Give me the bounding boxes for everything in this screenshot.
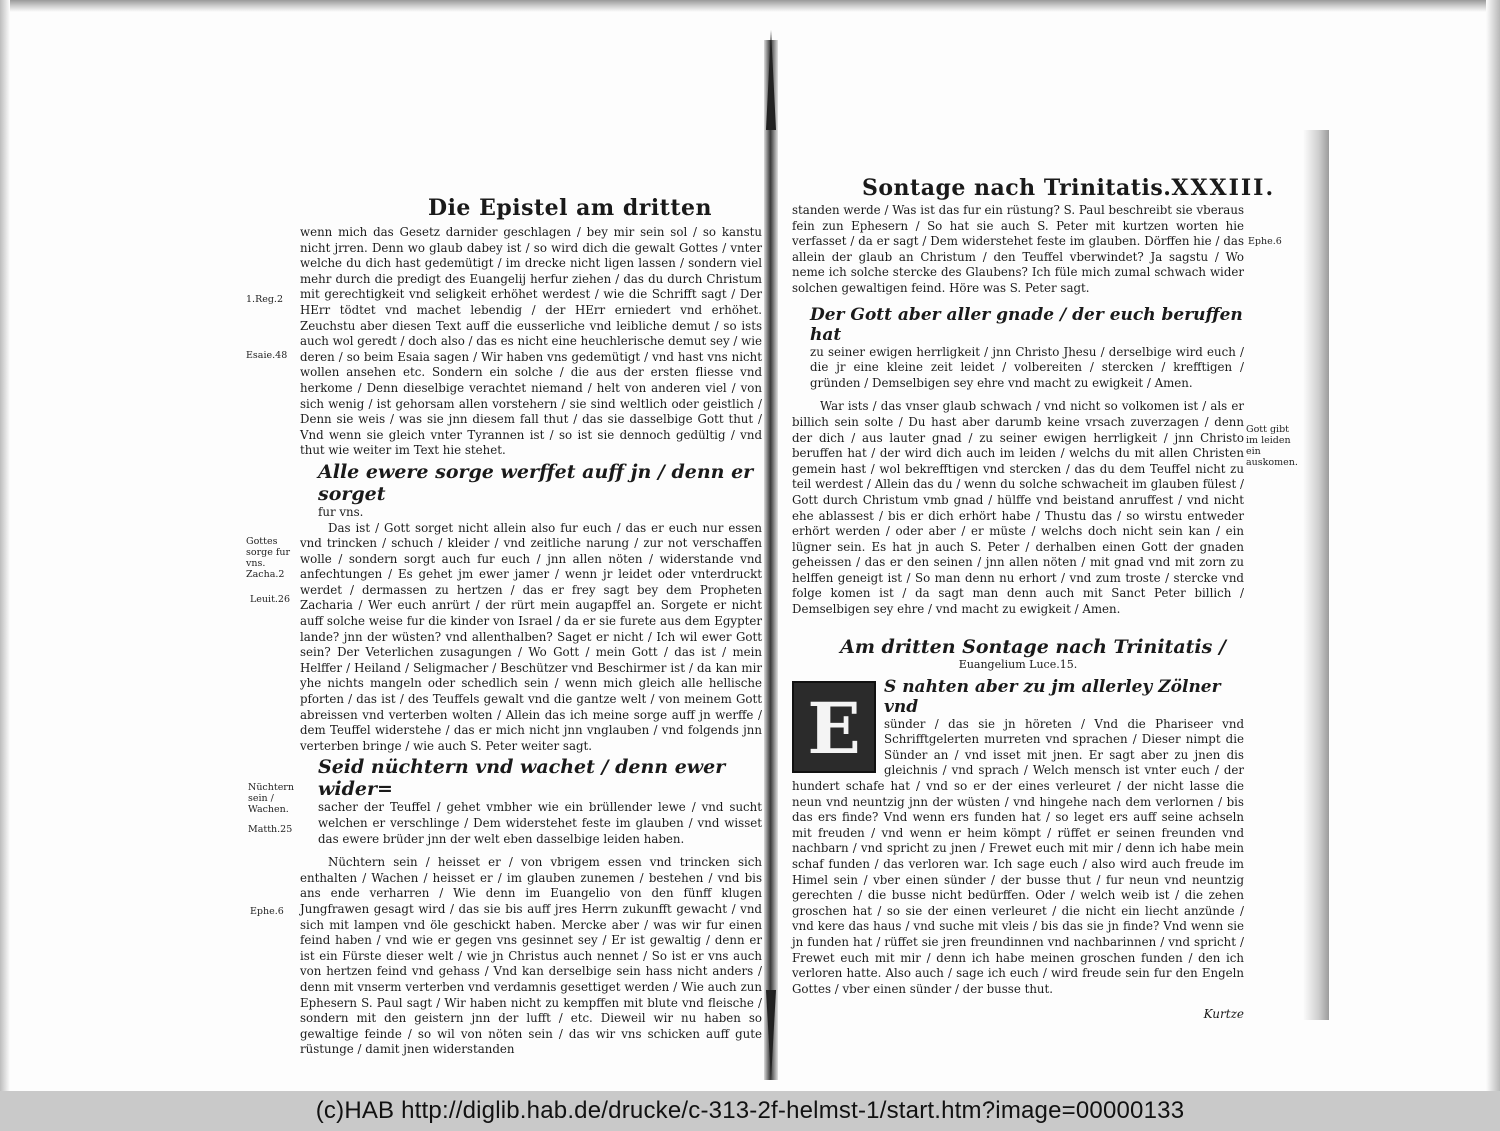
right-paragraph-1: standen werde / Was ist das fur ein rüstung? S. Paul beschreibt sie vberaus fein zun Ephesern / So hat sie auch S. Peter mit kurtzen worten hie verfasset / da er sagt / Dem widerstehet feste im glauben. Dörffen hie / das allein der glaub an Christum / den Teuffel vberwindet? Ja sagstu / Wo neme ich solche stercke des Glaubens? Ich füle mich zumal schwach wider solchen gewaltigen feind. Höre was S. Peter sagt.: [792, 203, 1244, 295]
left-margin-note-5: Nüchtern sein / Wachen.: [248, 782, 294, 815]
right-margin-note-1: Ephe.6: [1248, 236, 1282, 247]
right-paragraph-2: War ists / das vnser glaub schwach / vnd nicht so volkomen ist / als er billich sein solte / Du hast aber darumb keine vrsach zuverzagen / denn der dich / aus lauter gnad / zu seiner ewigen herrligkeit / jnn Christo beruffen hat / der wird dich auch im leiden / welchs du mit allen Christen gemein hast / wol bekrefftigen vnd stercken / das du dem Teuffel nicht zu teil werdest / Allein das du / wenn du solche schwacheit im glauben fülest / Gott durch Christum vmb gnad / hülffe vnd beistand anruffest / vnd nicht ehe ablassest / bis er dich erhört habe / Thustu das / so wirstu entweder erhört werden / oder aber / er müste / welchs doch nicht sein kan / ein lügner sein. Es hat jn auch S. Peter / derhalben einen Gott der gnaden geheissen / das er den seinen / jnn allen nöten / mit gnad vnd mit zorn zu helffen geneigt ist / So man denn nu erhort / vnd zum troste / stercke vnd folge komen ist / da sagt man denn auch mit Sanct Peter billich / Demselbigen sey ehre / vnd macht zu ewigkeit / Amen.: [792, 399, 1244, 617]
scan-left-edge: [0, 0, 10, 1091]
left-margin-note-2: Esaie.48: [246, 350, 288, 361]
left-scripture-tail-2: sacher der Teuffel / gehet vmbher wie ein brüllender lewe / vnd sucht welchen er verschlinge / Dem widerstehet feste im glauben / vnd wisset das ewere brüder jnn der welt eben dasselbige leiden haben.: [318, 800, 762, 846]
left-paragraph-1: wenn mich das Gesetz darnider geschlagen / bey mir sein sol / so kanstu nicht jrren. Denn wo glaub dabey ist / so wird dich die gewalt Gottes / vnter welche du dich hast gedemütigt / im drecke nicht ligen lassen / sondern viel mehr durch die predigt des Euangelij herfur ziehen / das du durch Christum mit gerechtigkeit vnd seligkeit erhöhet werdest / wie die Schrifft sagt / Der HErr tödtet vnd machet lebendig / der HErr erniedert vnd erhöhet. Zeuchstu aber diesen Text auff die eusserliche vnd leibliche demut / so ists auch wol geredt / doch also / das es nicht eine heuchlerische demut sey / wie deren / so beim Esaia sagen / Wir haben vns gedemütigt / vnd hast vns nicht wollen ansehen etc. Sondern ein solche / die aus der ersten fliesse vnd herkome / Denn dieselbige verachtet niemand / helt von anderen viel / von sich wenig / ist gehorsam allen vorstehern / sie sind weltlich oder geistlich / Denn sie weis / was sie jnn diesem fall thut / das sie dasselbige Gott thut / Vnd wenn sie gleich vnter Tyrannen ist / so ist sie dennoch gedültig / vnd thut wie weiter im Text hie stehet.: [300, 225, 762, 458]
left-margin-note-6: Matth.25: [248, 824, 293, 835]
copyright-footer: [0, 1091, 1500, 1131]
left-margin-note-7: Ephe.6: [250, 906, 284, 917]
right-page-edge: [1303, 130, 1329, 1020]
left-scripture-tail-1: fur vns.: [318, 504, 364, 519]
left-scripture-heading-1: Alle ewere sorge werffet auff jn / denn er sorget: [318, 460, 754, 505]
left-running-head: Die Epistel am dritten: [428, 195, 713, 221]
left-paragraph-3: Nüchtern sein / heisset er / von vbrigem essen vnd trincken sich enthalten / Wachen / heisset er / im glauben zunemen / bestehen / vnd bis ans ende verharren / Wie denn im Euangelio von den fünff klugen Jungfrawen gesagt wird / das sie bis auff jres Herrn zukunfft gewacht / vnd sich mit lampen vnd öle geschickt haben. Mercke aber / was wir fur einen feind haben / vnd wie er gegen vns gesinnet sey / Er ist gewaltig / denn er ist ein Fürste dieser welt / wie jn Christus auch nennet / So ist er vns auch von hertzen feind vnd gehass / Vnd kan derselbige sein hass nicht anders / denn mit vnserm verterben vnd verdamnis gesettiget werden / Wie auch zun Ephesern S. Paul sagt / Wir haben nicht zu kempffen mit blute vnd fleische / sondern mit den geistern jnn der lufft / etc. Dieweil wir nu haben so gewaltige feinde / so wil von nöten sein / das wir vns schicken auff gute rüstunge / damit jnen widerstanden: [300, 855, 762, 1057]
gospel-paragraph: sünder / das sie jn höreten / Vnd die Phariseer vnd Schrifftgelerten murreten vnd sprachen / Dieser nimpt die Sünder an / vnd isset mit jnen. Er sagt aber zu jnen dis gleichnis / vnd sprach / Welch mensch ist vnter euch / der hundert schafe hat / vnd so er der eines verleuret / der nicht lasse die neun vnd neuntzig jnn der wüsten / vnd hingehe nach dem verlornen / bis das ers finde? Vnd wenn ers funden hat / so leget ers auff seine achseln mit freuden / vnd wenn er heim kömpt / rüffet er seinen freunden vnd nachbarn / vnd spricht zu jnen / Frewet euch mit mir / denn ich habe mein schaf funden / das verloren war. Ich sage euch / also wird auch freude im Himel sein / vber einen sünder / der busse thut / fur neun vnd neuntzig gerechten / die busse nicht bedürffen. Oder / welch weib ist / die zehen groschen hat / so sie der einen verleuret / die nicht ein liecht anzünde / vnd kere das haus / vnd suche mit vleis / bis das sie jn finde? Vnd wenn sie jn funden hat / rüffet sie jren freundinnen vnd nachbarinnen / vnd spricht / Frewet euch mit mir / denn ich habe meinen groschen funden / den ich verloren hatte. Also auch / sage ich euch / wird freude sein fur den Engeln Gottes / vber einen sünder / der busse thut.: [792, 716, 1244, 996]
right-scripture-tail-1: zu seiner ewigen herrligkeit / jnn Christo Jhesu / derselbige wird euch / die jr eine kleine zeit leidet / volbereiten / stercken / krefftigen / gründen / Demselbigen sey ehre vnd macht zu ewigkeit / Amen.: [810, 344, 1244, 390]
gospel-text-block: [792, 677, 1244, 998]
gutter-shadow-top: [766, 30, 776, 130]
left-paragraph-2: Das ist / Gott sorget nicht allein also fur euch / das er euch nur essen vnd trincken / schuch / kleider / vnd zeitliche narung / zur not verschaffen wolle / sondern sorgt auch fur euch / jnn allen nöten / widerstande vnd anfechtungen / Es gehet jm ewer jamer / wenn jr leidet oder vnterdruckt werdet / dermassen zu hertzen / das er frey sagt bey dem Propheten Zacharia / Wer euch anrürt / der rürt mein augapffel an. Sorgete er nicht auff solche weise fur die kinder von Israel / da er sie furete aus dem Egypter lande? jnn der wüsten? vnd allenthalben? Saget er nicht / Ich wil ewer Gott sein? Der Veterlichen zusagungen / Wo Gott / mein Gott / das ist / mein Helffer / Heiland / Seligmacher / Beschützer vnd Beschirmer ist / da kan mir yhe nichts mangeln oder schedlich sein / wenn mich gleich alle hellische pforten / das ist / des Teuffels gewalt vnd die gantze welt / von meinem Gott abreissen vnd verterben wolten / Allein das ich meine sorge auff jn werffe / dem Teuffel widerstehe / das er mich nicht jnn vnglauben / vnd folgends jnn verterben bringe / wie auch S. Peter weiter sagt.: [300, 520, 762, 753]
right-running-head: Sontage nach Trinitatis.: [862, 175, 1172, 201]
book-gutter: [764, 40, 778, 1080]
catchword: Kurtze: [1203, 1007, 1244, 1022]
left-margin-note-4: Leuit.26: [250, 594, 291, 605]
right-running-head-row: [862, 175, 1276, 201]
gospel-section-reference: Euangelium Luce.15.: [958, 657, 1078, 671]
folio-number: XXXIII.: [1171, 175, 1276, 201]
right-scripture-heading-1: Der Gott aber aller gnade / der euch beruffen hat: [810, 304, 1243, 345]
left-margin-note-1: 1.Reg.2: [246, 294, 283, 305]
right-margin-note-2: Gott gibt im leiden ein auskomen.: [1246, 424, 1298, 468]
copyright-url: (c)HAB http://diglib.hab.de/drucke/c-313-2f-helmst-1/start.htm?image=00000133: [315, 1097, 1185, 1124]
gutter-shadow-bottom: [766, 990, 776, 1080]
left-margin-note-3: Gottes sorge fur vns. Zacha.2: [246, 536, 291, 580]
decorated-initial: E: [792, 681, 876, 773]
scan-top-shadow: [0, 0, 1500, 12]
scan-right-edge: [1486, 0, 1500, 1091]
gospel-lead-line: S nahten aber zu jm allerley Zölner vnd: [884, 676, 1221, 717]
left-scripture-heading-2: Seid nüchtern vnd wachet / denn ewer wider=: [318, 756, 726, 801]
left-page: [300, 195, 762, 1058]
gospel-section-title: Am dritten Sontage nach Trinitatis /: [840, 635, 1226, 658]
